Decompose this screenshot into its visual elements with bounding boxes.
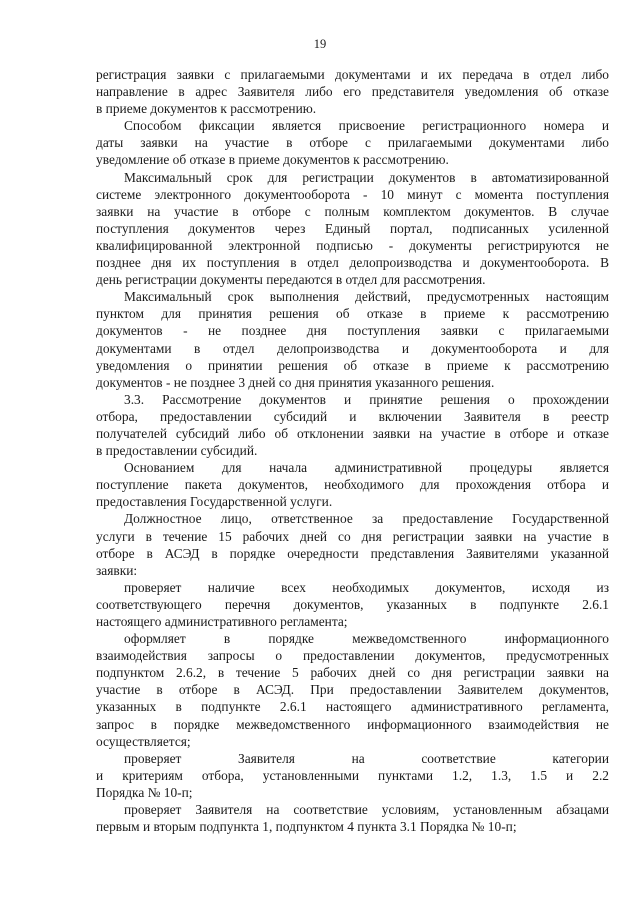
text-line: квалифицированной электронной подписью - документы регистрируются не	[96, 237, 609, 253]
paragraph	[96, 510, 609, 578]
paragraph	[96, 169, 609, 289]
paragraph	[96, 579, 609, 630]
text-line: первым и вторым подпункта 1, подпунктом 4 пункта 3.1 Порядка № 10-п;	[96, 819, 517, 835]
text-line: уведомления о принятии решения об отказе в приеме к рассмотрению	[96, 357, 609, 373]
document-body	[96, 66, 609, 835]
text-line: в приеме документов к рассмотрению.	[96, 101, 317, 117]
paragraph	[96, 750, 609, 801]
text-line: отбора, предоставлении субсидий и включении Заявителя в реестр	[96, 408, 609, 424]
text-line: соответствующего перечня документов, указанных в подпункте 2.6.1	[96, 596, 609, 612]
paragraph	[96, 66, 609, 117]
paragraph	[96, 117, 609, 168]
text-line: запрос в порядке межведомственного информационного взаимодействия не	[96, 716, 609, 732]
text-line: пунктом для принятия решения об отказе в приеме к рассмотрению	[96, 306, 609, 322]
text-line: настоящего административного регламента;	[96, 614, 348, 629]
text-line: проверяет наличие всех необходимых документов, исходя из	[124, 579, 609, 595]
page-number: 19	[313, 37, 327, 51]
text-line: Основанием для начала административной процедуры является	[124, 460, 609, 476]
text-line: заявки:	[96, 562, 138, 578]
text-line: день регистрации документы передаются в отдел для рассмотрения.	[96, 272, 486, 288]
paragraph	[96, 801, 609, 835]
text-line: оформляет в порядке межведомственного информационного	[124, 631, 609, 647]
text-line: отборе в АСЭД в порядке очередности представления Заявителями указанной	[96, 545, 609, 561]
text-line: заявки на участие в отборе с полным комплектом документов. В случае	[96, 203, 609, 219]
text-line: и критериям отбора, установленными пунктами 1.2, 1.3, 1.5 и 2.2	[96, 767, 609, 783]
text-line: Максимальный срок для регистрации документов в автоматизированной	[124, 169, 609, 185]
text-line: Порядка № 10-п;	[96, 784, 193, 800]
paragraph	[96, 288, 609, 391]
text-line: документов - не позднее 3 дней со дня принятия указанного решения.	[96, 374, 495, 390]
text-line: 3.3. Рассмотрение документов и принятие решения о прохождении	[124, 391, 609, 407]
text-line: документами в отдел делопроизводства и документооборота и для	[96, 340, 609, 356]
text-line: документов - не позднее дня поступления заявки с прилагаемыми	[96, 323, 609, 339]
text-line: регистрация заявки с прилагаемыми документами и их передача в отдел либо	[96, 67, 609, 82]
text-line: Должностное лицо, ответственное за предоставление Государственной	[124, 511, 609, 527]
text-line: проверяет Заявителя на соответствие категории	[124, 750, 609, 766]
text-line: подпунктом 2.6.2, в течение 5 рабочих дней со дня регистрации заявки на	[96, 665, 609, 681]
text-line: Максимальный срок выполнения действий, предусмотренных настоящим	[124, 289, 609, 305]
text-line: даты заявки на участие в отборе с прилагаемыми документами либо	[96, 135, 609, 151]
text-line: предоставления Государственной услуги.	[96, 494, 333, 510]
paragraph	[96, 391, 609, 459]
text-line: участие в отборе в АСЭД. При предоставлении Заявителем документов,	[96, 682, 609, 698]
text-line: Способом фиксации является присвоение регистрационного номера и	[124, 118, 609, 134]
text-line: поступление пакета документов, необходимого для прохождения отбора и	[96, 477, 609, 493]
text-line: взаимодействия запросы о предоставлении документов, предусмотренных	[96, 648, 609, 664]
text-line: поступления документов через Единый портал, подписанных усиленной	[96, 220, 609, 236]
text-line: получателей субсидий либо об отклонении заявки на участие в отборе и отказе	[96, 425, 609, 441]
text-line: в предоставлении субсидий.	[96, 443, 258, 459]
text-line: направление в адрес Заявителя либо его представителя уведомления об отказе	[96, 84, 609, 100]
text-line: осуществляется;	[96, 733, 191, 749]
text-line: системе электронного документооборота - 10 минут с момента поступления	[96, 186, 609, 202]
paragraph	[96, 459, 609, 510]
text-line: проверяет Заявителя на соответствие условиям, установленным абзацами	[124, 802, 609, 818]
text-line: позднее дня их поступления в отдел делопроизводства и документооборота. В	[96, 255, 609, 271]
text-line: указанных в подпункте 2.6.1 настоящего административного регламента,	[96, 699, 609, 715]
paragraph	[96, 630, 609, 750]
text-line: уведомление об отказе в приеме документов к рассмотрению.	[96, 152, 449, 168]
text-line: услуги в течение 15 рабочих дней со дня регистрации заявки на участие в	[96, 528, 609, 544]
